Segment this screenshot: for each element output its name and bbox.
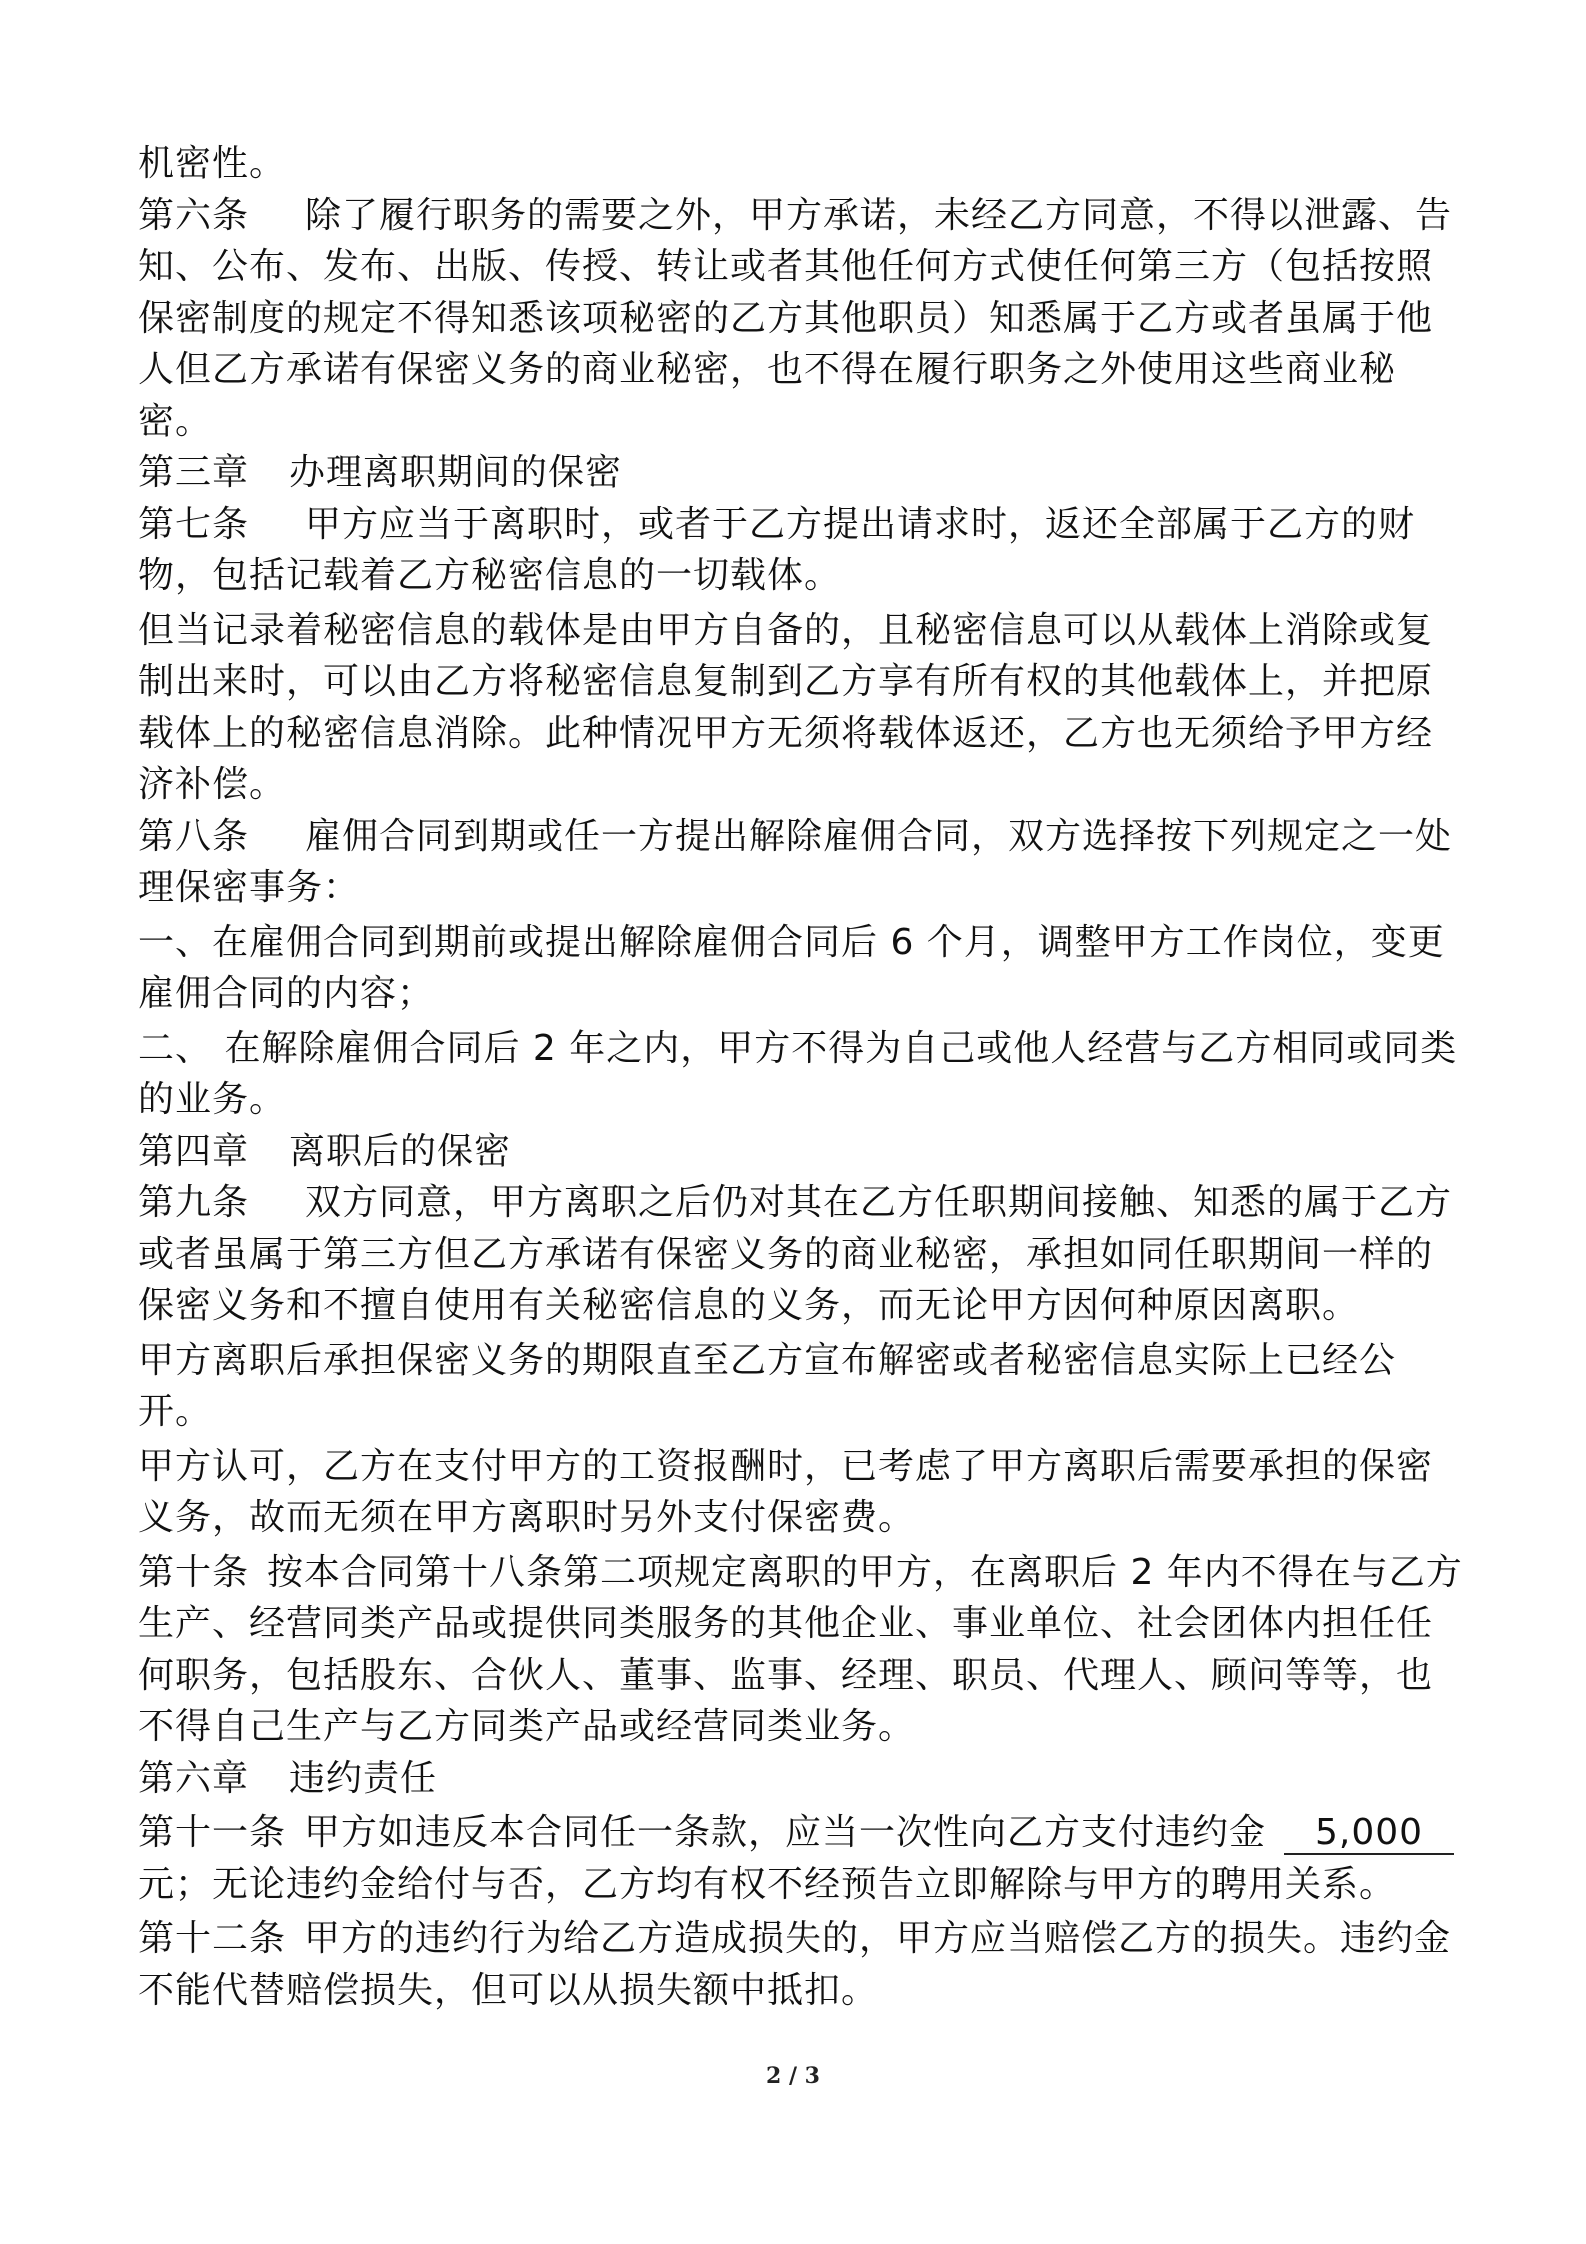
paragraph-text: 但当记录着秘密信息的载体是由甲方自备的，且秘密信息可以从载体上消除或复制出来时，可以由乙方将秘密信息复制到乙方享有所有权的其他载体上，并把原载体上的秘密信息消除。此种情况甲方无须将载体返还，乙方也无须给予甲方经济补偿。 <box>138 609 1434 805</box>
article-label: 第六条 <box>138 194 250 236</box>
article-text: 双方同意，甲方离职之后仍对其在乙方任职期间接触、知悉的属于乙方或者虽属于第三方但乙方承诺有保密义务的商业秘密，承担如同任职期间一样的保密义务和不擅自使用有关秘密信息的义务，而无论甲方因何种原因离职。 <box>138 1182 1453 1326</box>
article-8 <box>138 811 1468 914</box>
article-label: 第十二条 <box>138 1918 287 1959</box>
chapter-3-heading <box>138 447 1468 499</box>
chapter-label: 第四章 <box>138 1130 250 1172</box>
list-item-2 <box>138 1023 1468 1126</box>
list-item-text: 一、在雇佣合同到期前或提出解除雇佣合同后 6 个月，调整甲方工作岗位，变更雇佣合同的内容； <box>138 921 1445 1014</box>
article-text: 甲方应当于离职时，或者于乙方提出请求时，返还全部属于乙方的财物，包括记载着乙方秘密信息的一切载体。 <box>138 503 1416 596</box>
paragraph <box>138 1441 1468 1544</box>
chapter-label: 第六章 <box>138 1757 250 1799</box>
article-text: 雇佣合同到期或任一方提出解除雇佣合同，双方选择按下列规定之一处理保密事务： <box>138 815 1453 908</box>
paragraph-continuation <box>138 138 1468 190</box>
chapter-title: 办理离职期间的保密 <box>289 452 623 493</box>
article-label: 第七条 <box>138 503 250 545</box>
page-number: 2 / 3 <box>766 2063 820 2089</box>
paragraph-text: 甲方认可，乙方在支付甲方的工资报酬时，已考虑了甲方离职后需要承担的保密义务，故而无须在甲方离职时另外支付保密费。 <box>138 1445 1434 1538</box>
article-11 <box>138 1807 1468 1910</box>
chapter-4-heading <box>138 1126 1468 1178</box>
article-text: 按本合同第十八条第二项规定离职的甲方，在离职后 2 年内不得在与乙方生产、经营同类产品或提供同类服务的其他企业、事业单位、社会团体内担任任何职务，包括股东、合伙人、董事、监事、经理、职员、代理人、顾问等等，也不得自己生产与乙方同类产品或经营同类业务。 <box>138 1551 1463 1747</box>
article-label: 第九条 <box>138 1182 250 1223</box>
article-10 <box>138 1547 1468 1753</box>
paragraph-text: 甲方离职后承担保密义务的期限直至乙方宣布解密或者秘密信息实际上已经公开。 <box>138 1339 1397 1432</box>
paragraph-text: 机密性。 <box>138 143 287 184</box>
chapter-6-heading <box>138 1753 1468 1805</box>
article-12 <box>138 1913 1468 2016</box>
article-7 <box>138 499 1468 602</box>
chapter-label: 第三章 <box>138 452 250 493</box>
chapter-title: 离职后的保密 <box>289 1130 512 1172</box>
document-body <box>138 138 1468 2016</box>
article-label: 第八条 <box>138 815 250 857</box>
chapter-title: 违约责任 <box>289 1757 438 1799</box>
list-item-text: 二、 在解除雇佣合同后 2 年之内，甲方不得为自己或他人经营与乙方相同或同类的业务。 <box>138 1027 1458 1120</box>
article-label: 第十一条 <box>138 1812 287 1853</box>
article-text: 甲方如违反本合同任一条款，应当一次性向乙方支付违约金 <box>304 1812 1267 1853</box>
list-item-1 <box>138 917 1468 1020</box>
penalty-amount-blank: 5,000 <box>1284 1813 1454 1855</box>
article-label: 第十条 <box>138 1551 250 1593</box>
article-6 <box>138 190 1468 448</box>
article-text-continued: 元；无论违约金给付与否，乙方均有权不经预告立即解除与甲方的聘用关系。 <box>138 1863 1397 1905</box>
paragraph <box>138 1335 1468 1438</box>
article-text: 除了履行职务的需要之外，甲方承诺，未经乙方同意，不得以泄露、告知、公布、发布、出版、传授、转让或者其他任何方式使任何第三方（包括按照保密制度的规定不得知悉该项秘密的乙方其他职员）知悉属于乙方或者虽属于他人但乙方承诺有保密义务的商业秘密，也不得在履行职务之外使用这些商业秘密。 <box>138 194 1453 442</box>
article-text: 甲方的违约行为给乙方造成损失的，甲方应当赔偿乙方的损失。违约金不能代替赔偿损失，但可以从损失额中抵扣。 <box>138 1918 1452 2011</box>
article-9 <box>138 1177 1468 1332</box>
paragraph <box>138 605 1468 811</box>
